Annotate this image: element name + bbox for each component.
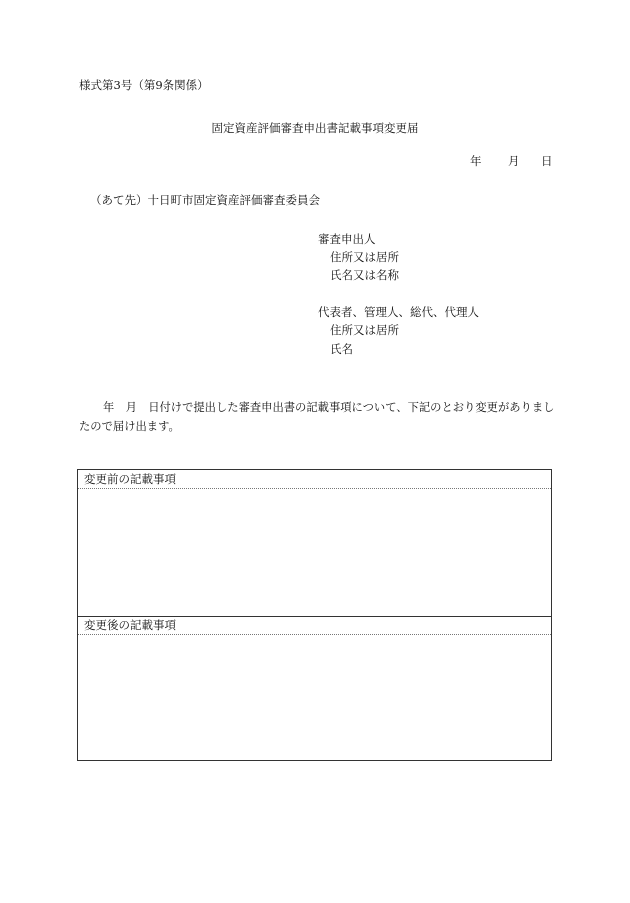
representative-address-label: 住所又は居所 [330,323,399,337]
representative-heading: 代表者、管理人、総代、代理人 [318,305,479,319]
date-year-label: 年 [470,154,482,168]
before-change-section [78,470,551,617]
representative-name-label: 氏名 [330,342,353,356]
date-day-label: 日 [541,154,553,168]
before-change-label: 変更前の記載事項 [78,470,551,489]
after-change-field[interactable] [78,635,551,760]
applicant-address-label: 住所又は居所 [330,250,399,264]
after-change-section [78,616,551,760]
notification-body: 年 月 日付けで提出した審査申出書の記載事項について、下記のとおり変更がありましたので届け出ます。 [79,401,555,433]
after-change-label: 変更後の記載事項 [78,616,551,635]
document-title: 固定資産評価審査申出書記載事項変更届 [211,121,419,135]
form-number: 様式第3号（第9条関係） [79,78,209,92]
applicant-heading: 審査申出人 [318,232,376,246]
applicant-name-label: 氏名又は名称 [330,268,399,282]
change-details-table [77,469,552,761]
before-change-field[interactable] [78,489,551,616]
addressee: （あて先）十日町市固定資産評価審査委員会 [90,193,320,207]
date-month-label: 月 [508,154,520,168]
